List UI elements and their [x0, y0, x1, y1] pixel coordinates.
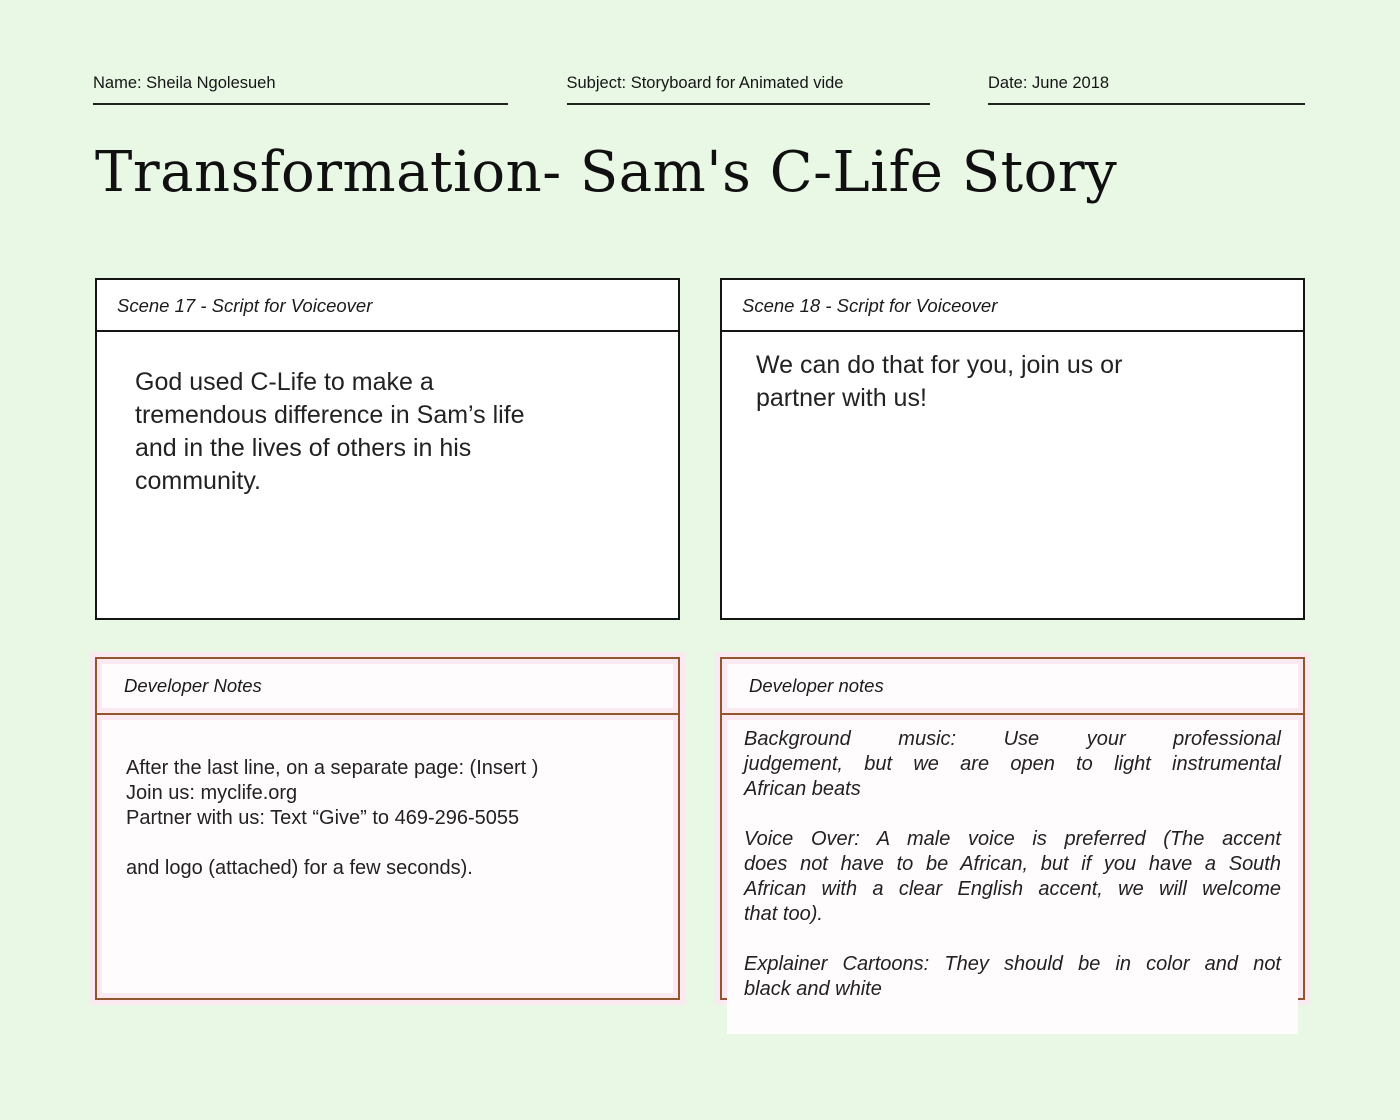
note-paragraph — [744, 952, 1281, 1002]
scene-18-header: Scene 18 - Script for Voiceover — [722, 280, 1303, 332]
note-line: Explainer Cartoons: They should be in color and not — [744, 953, 1281, 975]
script-line: partner with us! — [756, 384, 927, 412]
script-line: We can do that for you, join us or — [756, 351, 1123, 379]
scene-17-box — [95, 278, 680, 620]
note-paragraph — [744, 827, 1281, 927]
scene-18-box — [720, 278, 1305, 620]
note-paragraph — [126, 856, 649, 881]
note-line: African with a clear English accent, we will welcome — [744, 878, 1281, 900]
scene-17-script — [97, 332, 678, 532]
date-field: Date: June 2018 — [988, 72, 1305, 105]
note-line: does not have to be African, but if you have a South — [744, 853, 1281, 875]
script-line: tremendous difference in Sam’s life — [135, 401, 525, 429]
note-paragraph — [126, 756, 649, 831]
note-line: judgement, but we are open to light instrumental — [744, 753, 1281, 775]
script-line: God used C-Life to make a — [135, 368, 434, 396]
note-paragraph — [744, 727, 1281, 802]
note-line: Partner with us: Text “Give” to 469-296-5055 — [126, 807, 520, 829]
developer-notes-right-header-band — [722, 659, 1303, 715]
note-line: Voice Over: A male voice is preferred (The accent — [744, 828, 1281, 850]
storyboard-grid — [95, 278, 1305, 1000]
page-title: Transformation- Sam's C-Life Story — [95, 140, 1118, 205]
developer-notes-right-box — [720, 657, 1305, 1000]
developer-notes-right-body — [727, 720, 1298, 1034]
developer-notes-left-body — [102, 720, 673, 993]
note-line: African beats — [744, 778, 861, 800]
script-line: community. — [135, 467, 261, 495]
subject-field: Subject: Storyboard for Animated vide — [567, 72, 930, 105]
developer-notes-left-body-band — [97, 715, 678, 998]
note-line: that too). — [744, 903, 823, 925]
document-header — [93, 72, 1305, 105]
scene-18-script — [722, 332, 1303, 432]
name-field: Name: Sheila Ngolesueh — [93, 72, 508, 105]
note-line: Background music: Use your professional — [744, 728, 1281, 750]
script-line: and in the lives of others in his — [135, 434, 472, 462]
note-line: Join us: myclife.org — [126, 782, 298, 804]
developer-notes-right-header: Developer notes — [727, 664, 1298, 708]
scene-17-header: Scene 17 - Script for Voiceover — [97, 280, 678, 332]
developer-notes-left-header-band — [97, 659, 678, 715]
developer-notes-left-header: Developer Notes — [102, 664, 673, 708]
note-line: and logo (attached) for a few seconds). — [126, 857, 473, 879]
developer-notes-right-body-band — [722, 715, 1303, 1039]
note-line: After the last line, on a separate page: (Insert ) — [126, 757, 539, 779]
note-line: black and white — [744, 978, 882, 1000]
developer-notes-left-box — [95, 657, 680, 1000]
